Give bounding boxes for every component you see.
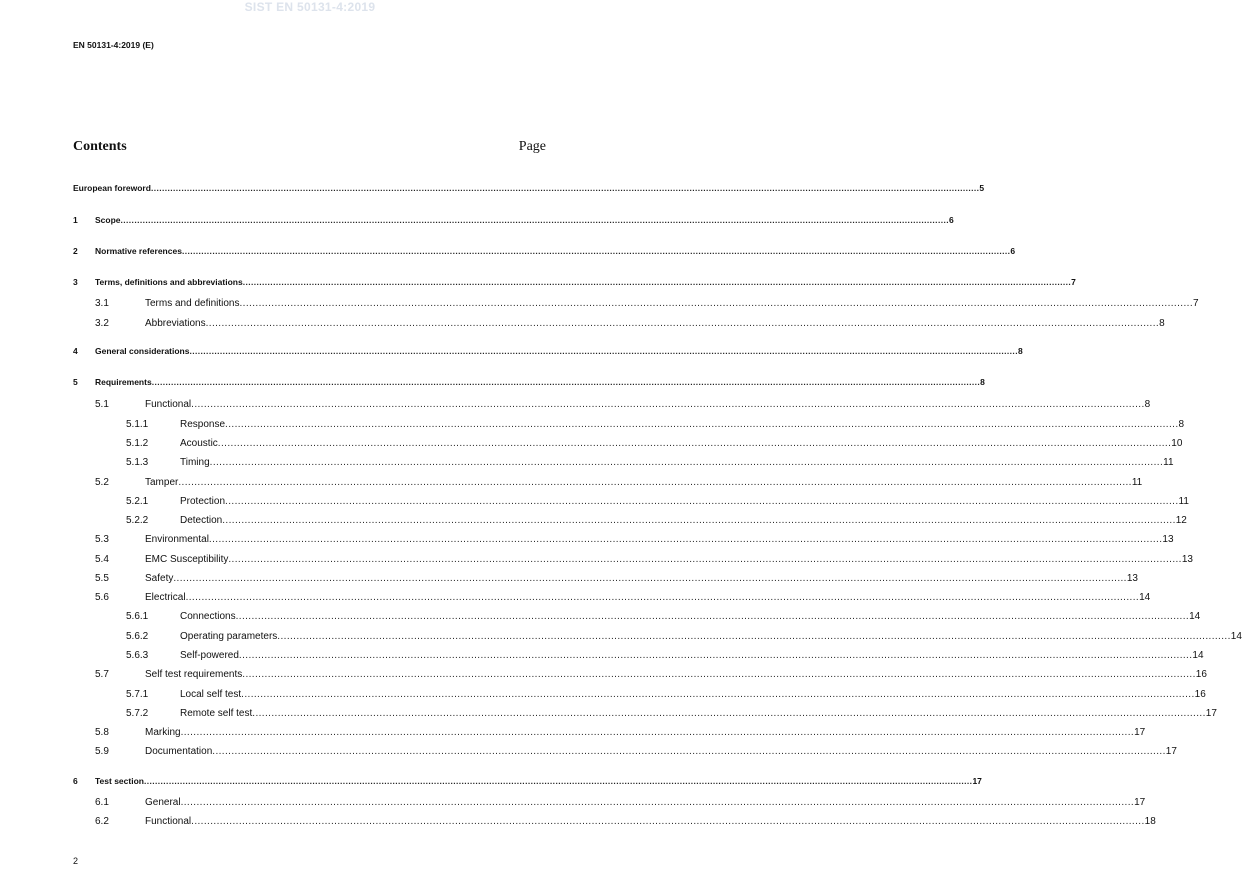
toc-entry-number: 5.8	[95, 727, 109, 738]
toc-entry[interactable]	[0, 650, 1204, 661]
toc-entry-label: Connections	[180, 611, 236, 622]
toc-entry[interactable]	[0, 631, 1242, 642]
toc-entry-page: 17	[1134, 797, 1146, 808]
toc-entry-label: Scope	[95, 215, 121, 225]
toc-entry-label: Requirements	[95, 377, 152, 387]
dot-leader: ............................................................................................................................................................................................................................................................................................................	[209, 457, 1164, 468]
toc-entry-page: 7	[1193, 298, 1199, 309]
toc-entry-label: Terms and definitions	[145, 298, 240, 309]
toc-entry-number: 5.1.2	[126, 438, 149, 449]
dot-leader: ............................................................................................................................................................................................................................................................................................................	[212, 746, 1166, 757]
toc-entry-label: European foreword	[73, 183, 151, 193]
dot-leader: ............................................................................................................................................................................................................................................................................................................	[180, 727, 1135, 738]
toc-entry[interactable]	[0, 776, 982, 786]
dot-leader: ............................................................................................................................................................................................................................................................................................................	[178, 477, 1132, 488]
dot-leader: ............................................................................................................................................................................................................................................................................................................	[143, 776, 973, 786]
dot-leader: ............................................................................................................................................................................................................................................................................................................	[208, 534, 1163, 545]
dot-leader: ............................................................................................................................................................................................................................................................................................................	[225, 496, 1179, 507]
toc-entry-label: Remote self test	[180, 708, 253, 719]
toc-entry[interactable]	[0, 592, 1151, 603]
dot-leader: ............................................................................................................................................................................................................................................................................................................	[191, 816, 1145, 827]
toc-entry[interactable]	[0, 477, 1143, 488]
toc-entry-page: 13	[1126, 573, 1138, 584]
toc-entry[interactable]	[0, 689, 1206, 700]
page-column-label: Page	[518, 139, 546, 154]
toc-entry-number: 3.2	[95, 318, 109, 329]
toc-entry-number: 6.1	[95, 797, 109, 808]
toc-entry[interactable]	[0, 457, 1174, 468]
toc-entry-page: 11	[1163, 457, 1174, 468]
toc-entry[interactable]	[0, 277, 1076, 287]
toc-entry-number: 5.1.1	[126, 419, 149, 430]
dot-leader: ............................................................................................................................................................................................................................................................................................................	[205, 318, 1160, 329]
dot-leader: ............................................................................................................................................................................................................................................................................................................	[185, 592, 1140, 603]
toc-entry-label: Environmental	[145, 534, 209, 545]
dot-leader: ............................................................................................................................................................................................................................................................................................................	[217, 438, 1172, 449]
toc-entry-label: General	[145, 797, 181, 808]
toc-entry-page: 14	[1139, 592, 1151, 603]
dot-leader: ............................................................................................................................................................................................................................................................................................................	[120, 215, 949, 225]
toc-entry-page: 17	[1134, 727, 1146, 738]
toc-entry-number: 5.2.1	[126, 496, 149, 507]
toc-entry[interactable]	[0, 419, 1185, 430]
toc-entry-label: Functional	[145, 399, 192, 410]
toc-entry-number: 3.1	[95, 298, 109, 309]
toc-entry[interactable]	[0, 669, 1207, 680]
dot-leader: ............................................................................................................................................................................................................................................................................................................	[173, 573, 1127, 584]
toc-entry[interactable]	[0, 246, 1016, 256]
document-id: EN 50131-4:2019 (E)	[73, 40, 154, 50]
toc-entry-page: 11	[1178, 496, 1189, 507]
footer-page-number: 2	[73, 856, 79, 866]
toc-entry-number: 2	[73, 246, 78, 256]
toc-entry[interactable]	[0, 515, 1187, 526]
toc-entry-label: Safety	[145, 573, 174, 584]
dot-leader: ............................................................................................................................................................................................................................................................................................................	[252, 708, 1206, 719]
contents-title: Contents	[73, 139, 127, 154]
toc-entry-label: Acoustic	[180, 438, 218, 449]
toc-entry-page: 8	[1017, 346, 1023, 356]
toc-entry[interactable]	[0, 399, 1151, 410]
toc-entry[interactable]	[0, 496, 1189, 507]
toc-entry-number: 5.6	[95, 592, 109, 603]
toc-entry-label: Protection	[180, 496, 226, 507]
toc-entry-page: 8	[980, 377, 985, 387]
toc-entry-page: 14	[1189, 611, 1201, 622]
toc-entry-number: 5.7	[95, 669, 109, 680]
toc-entry-label: Self-powered	[180, 650, 239, 661]
toc-entry-label: Documentation	[145, 746, 213, 757]
toc-entry-page: 6	[1010, 246, 1016, 256]
toc-entry-label: Local self test	[180, 689, 242, 700]
toc-entry[interactable]	[0, 708, 1217, 719]
toc-entry-number: 5.4	[95, 554, 109, 565]
toc-entry-number: 5.7.1	[126, 689, 149, 700]
toc-entry-label: Timing	[180, 457, 210, 468]
toc-entry[interactable]	[0, 318, 1165, 329]
toc-entry-number: 1	[73, 215, 78, 225]
toc-entry-page: 16	[1195, 669, 1207, 680]
toc-entry-page: 16	[1194, 689, 1206, 700]
dot-leader: ............................................................................................................................................................................................................................................................................................................	[242, 669, 1196, 680]
dot-leader: ............................................................................................................................................................................................................................................................................................................	[189, 346, 1018, 356]
toc-entry-label: General considerations	[95, 346, 190, 356]
toc-entry[interactable]	[0, 534, 1174, 545]
toc-entry-page: 13	[1162, 534, 1174, 545]
toc-entry[interactable]	[0, 298, 1199, 309]
toc-entry[interactable]	[0, 816, 1156, 827]
toc-entry-number: 5	[73, 377, 78, 387]
toc-entry-label: Detection	[180, 515, 223, 526]
toc-entry-label: Electrical	[145, 592, 186, 603]
dot-leader: ............................................................................................................................................................................................................................................................................................................	[235, 611, 1190, 622]
dot-leader: ............................................................................................................................................................................................................................................................................................................	[181, 246, 1011, 256]
toc-entry[interactable]	[0, 611, 1201, 622]
toc-entry-page: 8	[1144, 399, 1151, 410]
toc-entry-number: 4	[73, 346, 78, 356]
toc-entry-page: 12	[1175, 515, 1187, 526]
toc-entry-number: 5.9	[95, 746, 109, 757]
toc-entry-number: 5.1.3	[126, 457, 149, 468]
toc-entry-number: 5.6.1	[126, 611, 149, 622]
toc-entry-label: Operating parameters	[180, 631, 278, 642]
toc-entry-page: 17	[1165, 746, 1177, 757]
toc-entry-number: 5.3	[95, 534, 109, 545]
toc-entry-page: 5	[979, 183, 985, 193]
toc-entry-label: EMC Susceptibility	[145, 554, 229, 565]
toc-entry-page: 8	[1159, 318, 1165, 329]
toc-entry[interactable]	[0, 554, 1193, 565]
dot-leader: ............................................................................................................................................................................................................................................................................................................	[180, 797, 1135, 808]
dot-leader: ............................................................................................................................................................................................................................................................................................................	[150, 183, 980, 193]
toc-entry-number: 5.1	[95, 399, 109, 410]
toc-entry[interactable]	[0, 746, 1177, 757]
toc-entry-number: 5.7.2	[126, 708, 149, 719]
dot-leader: ............................................................................................................................................................................................................................................................................................................	[228, 554, 1182, 565]
toc-entry-label: Tamper	[145, 477, 179, 488]
toc-entry-number: 5.2.2	[126, 515, 149, 526]
toc-entry-number: 5.6.3	[126, 650, 149, 661]
toc-entry[interactable]	[0, 346, 1023, 356]
toc-entry[interactable]	[0, 377, 985, 387]
toc-entry-number: 3	[73, 277, 78, 287]
dot-leader: ............................................................................................................................................................................................................................................................................................................	[239, 298, 1193, 309]
toc-entry-page: 13	[1181, 554, 1193, 565]
dot-leader: ............................................................................................................................................................................................................................................................................................................	[222, 515, 1176, 526]
dot-leader: ............................................................................................................................................................................................................................................................................................................	[242, 277, 1072, 287]
toc-entry[interactable]	[0, 573, 1138, 584]
toc-entry-page: 17	[1205, 708, 1217, 719]
toc-entry-page: 7	[1071, 277, 1076, 287]
toc-entry-label: Marking	[145, 727, 181, 738]
toc-entry-number: 6.2	[95, 816, 109, 827]
toc-entry-number: 6	[73, 776, 78, 786]
toc-entry-number: 5.6.2	[126, 631, 149, 642]
toc-entry[interactable]	[0, 438, 1183, 449]
toc-entry[interactable]	[0, 183, 985, 193]
toc-entry-label: Abbreviations	[145, 318, 206, 329]
toc-entry-page: 14	[1192, 650, 1204, 661]
toc-entry-page: 18	[1144, 816, 1156, 827]
toc-entry[interactable]	[0, 215, 954, 225]
watermark-text: SIST EN 50131-4:2019	[244, 0, 376, 14]
toc-entry[interactable]	[0, 727, 1146, 738]
toc-entry-label: Terms, definitions and abbreviations	[95, 277, 243, 287]
toc-entry-number: 5.5	[95, 573, 109, 584]
toc-entry-label: Response	[180, 419, 226, 430]
toc-entry-label: Normative references	[95, 246, 182, 256]
toc-entry-label: Test section	[95, 776, 144, 786]
toc-entry-page: 8	[1178, 419, 1185, 430]
toc-entry-label: Self test requirements	[145, 669, 243, 680]
toc-entry-page: 17	[972, 776, 982, 786]
toc-entry[interactable]	[0, 797, 1146, 808]
dot-leader: ............................................................................................................................................................................................................................................................................................................	[238, 650, 1193, 661]
dot-leader: ............................................................................................................................................................................................................................................................................................................	[241, 689, 1195, 700]
dot-leader: ............................................................................................................................................................................................................................................................................................................	[225, 419, 1179, 430]
toc-entry-label: Functional	[145, 816, 192, 827]
toc-entry-page: 14	[1230, 631, 1242, 642]
dot-leader: ............................................................................................................................................................................................................................................................................................................	[191, 399, 1145, 410]
toc-entry-page: 6	[949, 215, 954, 225]
toc-entry-number: 5.2	[95, 477, 109, 488]
toc-entry-page: 11	[1131, 477, 1143, 488]
dot-leader: ............................................................................................................................................................................................................................................................................................................	[277, 631, 1231, 642]
dot-leader: ............................................................................................................................................................................................................................................................................................................	[151, 377, 981, 387]
toc-entry-page: 10	[1171, 438, 1183, 449]
